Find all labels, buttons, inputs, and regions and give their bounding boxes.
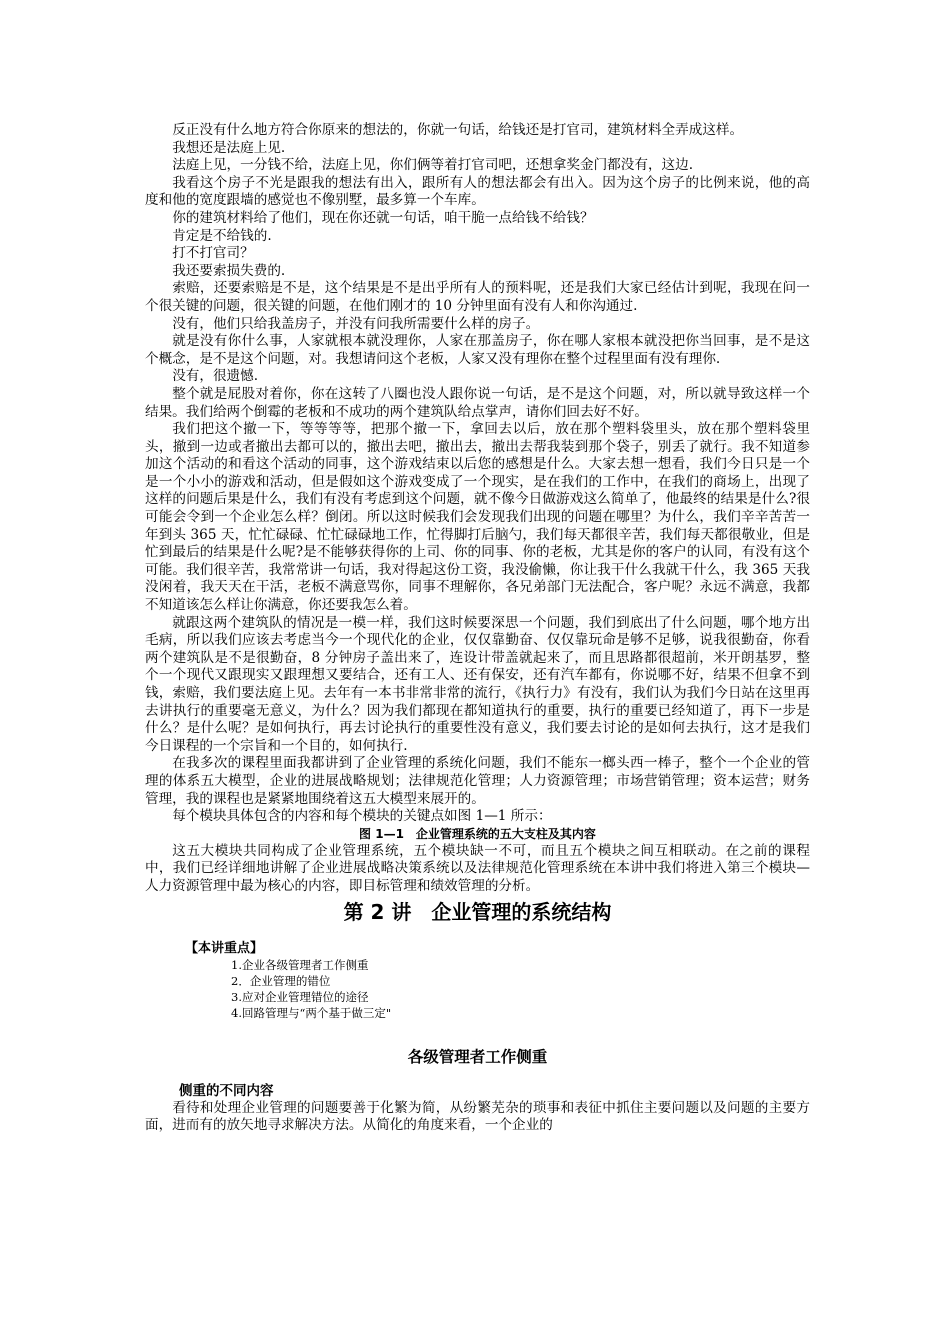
- paragraph: 我们把这个撤一下，等等等等，把那个撤一下，拿回去以后，放在那个塑料袋里头，放在那个塑料袋里头，撤到一边或者撤出去都可以的，撤出去吧，撤出去，撤出去帮我装到那个袋子，别丢了就行。我不知道参加这个活动的和看这个活动的同事，这个游戏结束以后您的感想是什么。大家去想一想看，我们今日只是一个是一个小小的游戏和活动，但是假如这个游戏变成了一个现实，是在我们的工作中，在我们的商场上，出现了这样的问题后果是什么，我们有没有考虑到这个问题，就不像今日做游戏这么简单了，他最终的结果是什么?很可能会令到一个企业怎么样？倒闭。所以这时候我们会发现我们出现的问题在哪里？为什么，我们辛辛苦苦一年到头 365 天，忙忙碌碌、忙忙碌碌地工作，忙得脚打后脑勺，我们每天都很辛苦，我们每天都很敬业，但是忙到最后的结果是什么呢?是不能够获得你的上司、你的同事、你的老板，尤其是你的客户的认同，有没有这个可能。我们很辛苦，我常常讲一句话，我对得起这份工资，我没偷懒，你让我干什么我就干什么，我 365 天我没闲着，我天天在干活，老板不满意骂你，同事不理解你，各兄弟部门无法配合，客户呢？永远不满意，我都不知道该怎么样让你满意，你还要我怎么着。: [145, 421, 810, 614]
- paragraph: 我想还是法庭上见.: [172, 139, 286, 156]
- keypoint-item: 3.应对企业管理错位的途径: [231, 989, 369, 1004]
- paragraph: 没有，很遗憾.: [172, 368, 259, 385]
- keypoint-item: 2．企业管理的错位: [231, 973, 331, 988]
- paragraph: 每个模块具体包含的内容和每个模块的关键点如图 1—1 所示：: [172, 808, 552, 825]
- document-page: [145, 122, 810, 1135]
- paragraph: 肯定是不给钱的.: [172, 227, 272, 244]
- subsection-heading: 侧重的不同内容: [179, 1082, 274, 1099]
- paragraph: 这五大模块共同构成了企业管理系统，五个模块缺一不可，而且五个模块之间互相联动。在之前的课程中，我们已经详细地讲解了企业进展战略决策系统以及法律规范化管理系统在本讲中我们将进入第三个模块—人力资源管理中最为核心的内容，即目标管理和绩效管理的分析。: [145, 842, 810, 894]
- keypoints-list: [145, 957, 810, 1021]
- paragraph: 没有，他们只给我盖房子，并没有问我所需要什么样的房子。: [172, 315, 540, 332]
- paragraph: 法庭上见，一分钱不给，法庭上见，你们俩等着打官司吧，还想拿奖金门都没有，这边.: [172, 157, 694, 174]
- paragraph: 在我多次的课程里面我都讲到了企业管理的系统化问题，我们不能东一榔头西一棒子，整个一个企业的管理的体系五大模型，企业的进展战略规划；法律规范化管理；人力资源管理；市场营销管理；资本运营；财务管理，我的课程也是紧紧地围绕着这五大模型来展开的。: [145, 755, 810, 807]
- paragraph: 就跟这两个建筑队的情况是一模一样，我们这时候要深思一个问题，我们到底出了什么问题，哪个地方出毛病，所以我们应该去考虑当今一个现代化的企业，仅仅靠勤奋、仅仅靠玩命是够不足够，说我很勤奋，你看两个建筑队是不是很勤奋，8 分钟房子盖出来了，连设计带盖就起来了，而且思路都很超前，米开朗基罗，整个一个现代又跟现实又跟理想又要结合，还有工人、还有保安，还有汽车都有，你说哪不好，结果不但拿不到钱，索赔，我们要法庭上见。去年有一本书非常非常的流行，《执行力》有没有，我们认为我们今日站在这里再去讲执行的重要毫无意义，为什么？因为我们都现在都知道执行的重要，执行的重要已经知道了，再下一步是什么？是什么呢？是如何执行，再去讨论执行的重要性没有意义，我们要去讨论的是如何去执行，这才是我们今日课程的一个宗旨和一个目的，如何执行.: [145, 614, 810, 754]
- keypoint-item: 1.企业各级管理者工作侧重: [231, 957, 369, 972]
- paragraph: 反正没有什么地方符合你原来的想法的，你就一句话，给钱还是打官司，建筑材料全弄成这样。: [172, 122, 744, 138]
- paragraph: 就是没有你什么事，人家就根本就没理你，人家在那盖房子，你在哪人家根本就没把你当回事，是不是这个概念，是不是这个问题，对。我想请问这个老板，人家又没有理你在整个过程里面有没有理你.: [145, 333, 810, 367]
- figure-caption: 图 1—1 企业管理系统的五大支柱及其内容: [359, 826, 596, 841]
- paragraph: 索赔，还要索赔是不是，这个结果是不是出乎所有人的预料呢，还是我们大家已经估计到呢，我现在问一个很关键的问题，很关键的问题，在他们刚才的 10 分钟里面有没有人和你沟通过.: [145, 280, 810, 314]
- keypoints-title: 【本讲重点】: [185, 940, 264, 956]
- paragraph: 打不打官司？: [172, 245, 254, 262]
- keypoint-item: 4.回路管理与“两个基于做三定": [231, 1005, 392, 1020]
- paragraph: 我看这个房子不光是跟我的想法有出入，跟所有人的想法都会有出入。因为这个房子的比例来说，他的高度和他的宽度跟墙的感觉也不像别墅，最多算一个车库。: [145, 174, 810, 209]
- paragraph: 整个就是屁股对着你，你在这转了八圈也没人跟你说一句话，是不是这个问题，对，所以就导致这样一个结果。我们给两个倒霉的老板和不成功的两个建筑队给点掌声，请你们回去好不好。: [145, 385, 810, 420]
- paragraph: 看待和处理企业管理的问题要善于化繁为简，从纷繁芜杂的琐事和表征中抓住主要问题以及问题的主要方面，进而有的放矢地寻求解决方法。从简化的角度来看，一个企业的: [145, 1099, 810, 1134]
- section-heading: 各级管理者工作侧重: [407, 1047, 548, 1066]
- lecture-heading: 第 2 讲 企业管理的系统结构: [343, 899, 612, 924]
- paragraph: 我还要索损失费的.: [172, 262, 286, 279]
- paragraph: 你的建筑材料给了他们，现在你还就一句话，咱干脆一点给钱不给钱？: [172, 209, 594, 226]
